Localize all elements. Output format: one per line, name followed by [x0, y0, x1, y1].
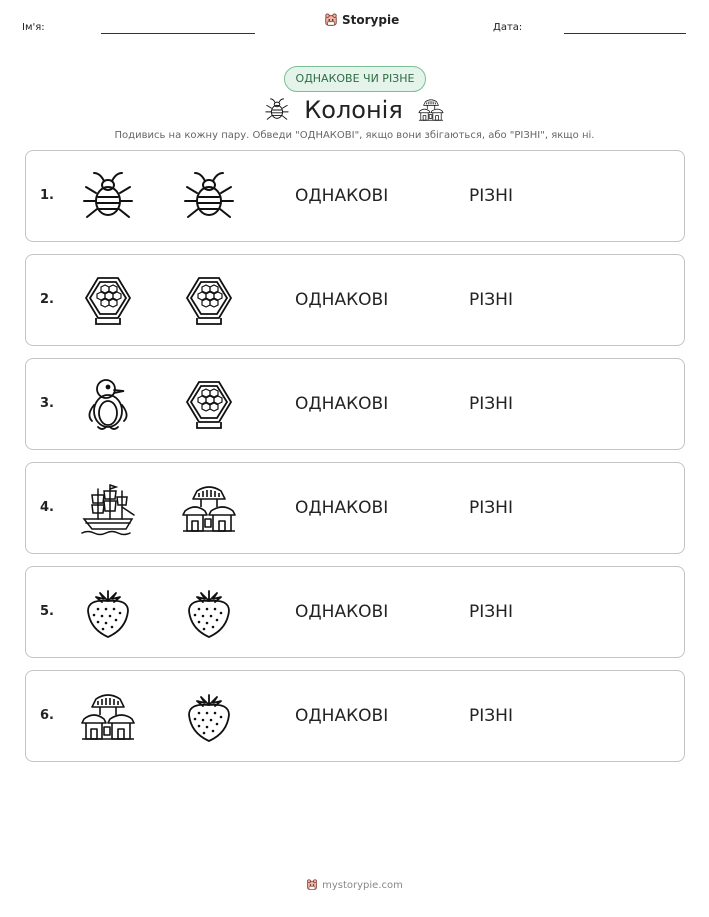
name-label: Ім'я: [22, 22, 45, 33]
honeycomb-icon [181, 273, 237, 329]
row-number: 1. [40, 188, 54, 203]
honeycomb-icon [181, 377, 237, 433]
strawberry-icon [80, 585, 136, 641]
row-number: 6. [40, 708, 54, 723]
question-row [25, 254, 685, 346]
row-number: 2. [40, 292, 54, 307]
same-option[interactable]: ОДНАКОВІ [295, 290, 389, 310]
same-option[interactable]: ОДНАКОВІ [295, 602, 389, 622]
different-option[interactable]: РІЗНІ [469, 186, 513, 206]
instructions: Подивись на кожну пару. Обведи "ОДНАКОВІ", якщо вони збігаються, або "РІЗНІ", якщо ні. [114, 130, 595, 141]
date-line[interactable] [564, 33, 686, 34]
same-option[interactable]: ОДНАКОВІ [295, 706, 389, 726]
page-title: Колонія [304, 96, 403, 124]
same-option[interactable]: ОДНАКОВІ [295, 394, 389, 414]
strawberry-icon [181, 585, 237, 641]
different-option[interactable]: РІЗНІ [469, 602, 513, 622]
same-option[interactable]: ОДНАКОВІ [295, 186, 389, 206]
bug-icon [181, 169, 237, 225]
question-row [25, 566, 685, 658]
ship-icon [80, 481, 136, 537]
storypie-mascot-icon [306, 879, 318, 891]
question-row [25, 462, 685, 554]
huts-icon [80, 689, 136, 745]
same-option[interactable]: ОДНАКОВІ [295, 498, 389, 518]
storypie-mascot-icon [324, 13, 338, 27]
bug-icon [264, 97, 290, 123]
question-row [25, 358, 685, 450]
different-option[interactable]: РІЗНІ [469, 394, 513, 414]
different-option[interactable]: РІЗНІ [469, 290, 513, 310]
brand-name: Storypie [342, 13, 400, 27]
row-number: 3. [40, 396, 54, 411]
footer [0, 879, 709, 891]
question-row [25, 670, 685, 762]
name-line[interactable] [101, 33, 255, 34]
footer-url[interactable]: mystorypie.com [322, 879, 403, 891]
huts-icon [417, 97, 445, 123]
title-row [0, 92, 709, 128]
huts-icon [181, 481, 237, 537]
row-number: 4. [40, 500, 54, 515]
penguin-icon [80, 377, 136, 433]
different-option[interactable]: РІЗНІ [469, 706, 513, 726]
worksheet-type-badge: ОДНАКОВЕ ЧИ РІЗНЕ [284, 66, 426, 92]
row-number: 5. [40, 604, 54, 619]
bug-icon [80, 169, 136, 225]
date-label: Дата: [493, 22, 523, 33]
strawberry-icon [181, 689, 237, 745]
honeycomb-icon [80, 273, 136, 329]
different-option[interactable]: РІЗНІ [469, 498, 513, 518]
brand-logo [324, 13, 399, 27]
question-row [25, 150, 685, 242]
